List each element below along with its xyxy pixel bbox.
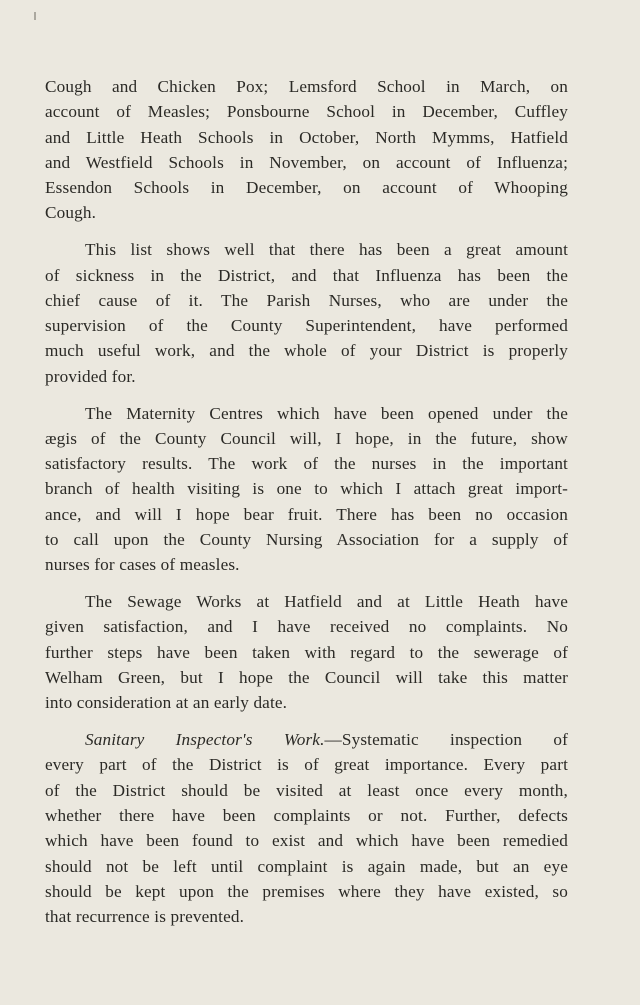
paragraph-3 [45,401,568,578]
text-line: This list shows well that there has been a great amount [85,240,568,260]
text-line: chief cause of it. The Parish Nurses, who are under the [45,290,568,310]
text-line: satisfactory results. The work of the nurses in the important [45,454,568,474]
text-line: ægis of the County Council will, I hope, in the future, show [45,428,568,448]
margin-mark [34,12,36,20]
text-line: further steps have been taken with regard to the sewerage of [45,642,568,662]
text-line: given satisfaction, and I have received no complaints. No [45,617,568,637]
text-line: provided for. [45,366,136,386]
paragraph-5 [45,727,568,929]
text-line: branch of health visiting is one to which I attach great import- [45,479,568,499]
text-line: supervision of the County Superintendent, have performed [45,316,568,336]
paragraph-1 [45,74,568,226]
text-line: Welham Green, but I hope the Council will take this matter [45,668,568,688]
text-line-with-heading [45,727,568,752]
text-fragment: —Systematic inspection of [324,730,569,750]
text-line: and Westfield Schools in November, on account of Influenza; [45,152,568,172]
text-line: ance, and will I hope bear fruit. There has been no occasion [45,504,568,524]
text-line: The Maternity Centres which have been opened under the [85,403,568,423]
text-line: should be kept upon the premises where they have existed, so [45,881,568,901]
paragraph-2 [45,237,568,389]
text-line: account of Measles; Ponsbourne School in December, Cuffley [45,102,568,122]
text-line: should not be left until complaint is again made, but an eye [45,856,568,876]
text-line: whether there have been complaints or not. Further, defects [45,806,568,826]
text-line: and Little Heath Schools in October, North Mymms, Hatfield [45,127,568,147]
section-heading: Sanitary Inspector's Work. [85,730,325,750]
text-line: of the District should be visited at least once every month, [45,780,568,800]
text-line: Essendon Schools in December, on account of Whooping [45,178,568,198]
text-line: The Sewage Works at Hatfield and at Little Heath have [85,592,568,612]
body-text [45,74,568,930]
text-line: of sickness in the District, and that Influenza has been the [45,265,568,285]
text-line: much useful work, and the whole of your District is properly [45,341,568,361]
text-line: Cough. [45,203,97,223]
paragraph-4 [45,589,568,715]
text-line: which have been found to exist and which have been remedied [45,831,568,851]
text-line: every part of the District is of great importance. Every part [45,755,568,775]
text-line: nurses for cases of measles. [45,555,240,575]
text-line: Cough and Chicken Pox; Lemsford School in March, on [45,77,568,96]
text-line: that recurrence is prevented. [45,907,245,927]
text-line: to call upon the County Nursing Association for a supply of [45,530,568,550]
text-line: into consideration at an early date. [45,693,288,713]
